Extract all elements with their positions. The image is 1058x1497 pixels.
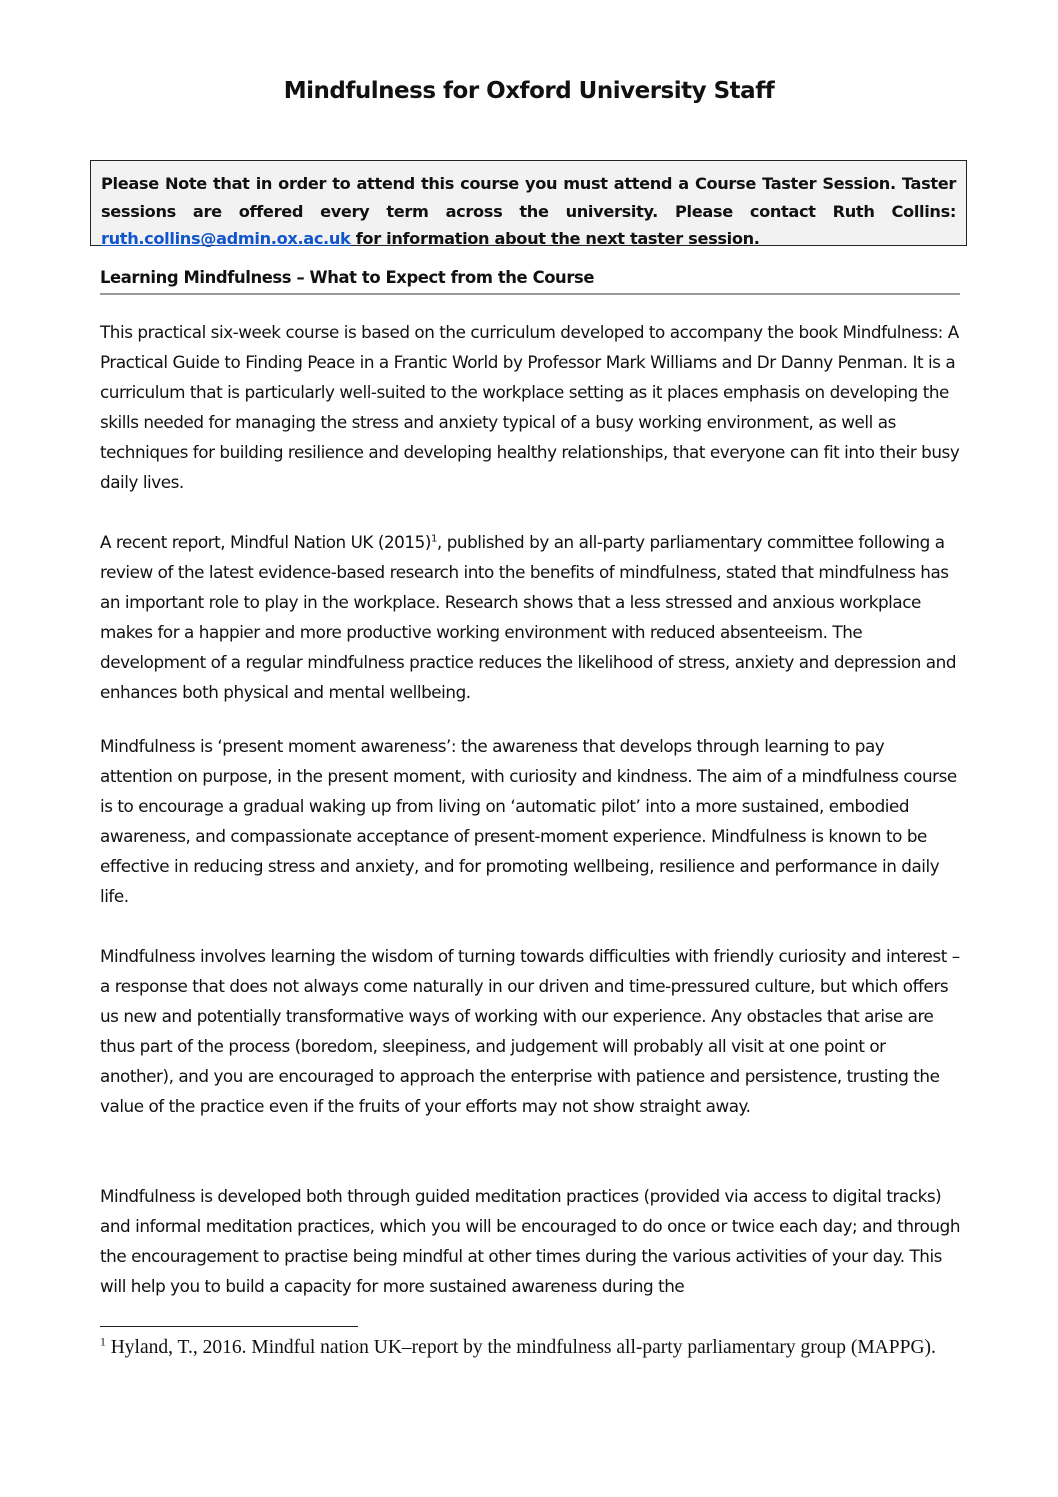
taster-session-notice [90, 160, 967, 246]
paragraph-text-continued: , published by an all-party parliamentary committee following a review of the latest evidence-based research into the benefits of mindfulness, stated that mindfulness has an important role to play in the workplace. Research shows that a less stressed and anxious workplace makes for a happier and more productive working environment with reduced absenteeism. The development of a regular mindfulness practice reduces the likelihood of stress, anxiety and depression and enhances both physical and mental wellbeing. [100, 532, 957, 702]
paragraph-practices: Mindfulness is developed both through guided meditation practices (provided via access to digital tracks) and informal meditation practices, which you will be encouraged to do once or twice each day; and through the encouragement to practise being mindful at other times during the various activities of your day. This will help you to build a capacity for more sustained awareness during the [100, 1186, 961, 1296]
notice-text: Please Note that in order to attend this course you must attend a Course Taster Session. Taster sessions are offered every term across the university. Please contact Ruth Collins: [101, 174, 956, 221]
paragraph-present-moment-awareness: Mindfulness is ‘present moment awareness’: the awareness that develops through learning to pay attention on purpose, in the present moment, with curiosity and kindness. The aim of a mindfulness course is to encourage a gradual waking up from living on ‘automatic pilot’ into a more sustained, embodied awareness, and compassionate acceptance of present-moment experience. Mindfulness is known to be effective in reducing stress and anxiety, and for promoting wellbeing, resilience and performance in daily life. [100, 736, 957, 906]
footnote-reference: 1 [430, 533, 437, 545]
footnote-marker: 1 [100, 1335, 106, 1349]
paragraph-text: A recent report, Mindful Nation UK (2015) [100, 532, 431, 552]
paragraph-mindful-nation-report [100, 527, 960, 707]
notice-text-end: for information about the next taster session. [350, 229, 760, 248]
footnote [100, 1335, 960, 1360]
section-heading: Learning Mindfulness – What to Expect from the Course [100, 268, 960, 295]
contact-email-link[interactable]: ruth.collins@admin.ox.ac.uk [101, 229, 351, 248]
footnote-divider [100, 1326, 358, 1327]
paragraph-difficulties: Mindfulness involves learning the wisdom of turning towards difficulties with friendly curiosity and interest – a response that does not always come naturally in our driven and time-pressured culture, but which offers us new and potentially transformative ways of working with our experience. Any obstacles that arise are thus part of the process (boredom, sleepiness, and judgement will probably all visit at one point or another), and you are encouraged to approach the enterprise with patience and persistence, trusting the value of the practice even if the fruits of your efforts may not show straight away. [100, 946, 960, 1116]
paragraph-course-overview: This practical six-week course is based on the curriculum developed to accompany the book Mindfulness: A Practical Guide to Finding Peace in a Frantic World by Professor Mark Williams and Dr Danny Penman. It is a curriculum that is particularly well-suited to the workplace setting as it places emphasis on developing the skills needed for managing the stress and anxiety typical of a busy working environment, as well as techniques for building resilience and developing healthy relationships, that everyone can fit into their busy daily lives. [100, 322, 960, 492]
footnote-text: Hyland, T., 2016. Mindful nation UK–report by the mindfulness all-party parliamentary group (MAPPG). [105, 1337, 936, 1358]
page-title: Mindfulness for Oxford University Staff [283, 78, 775, 104]
